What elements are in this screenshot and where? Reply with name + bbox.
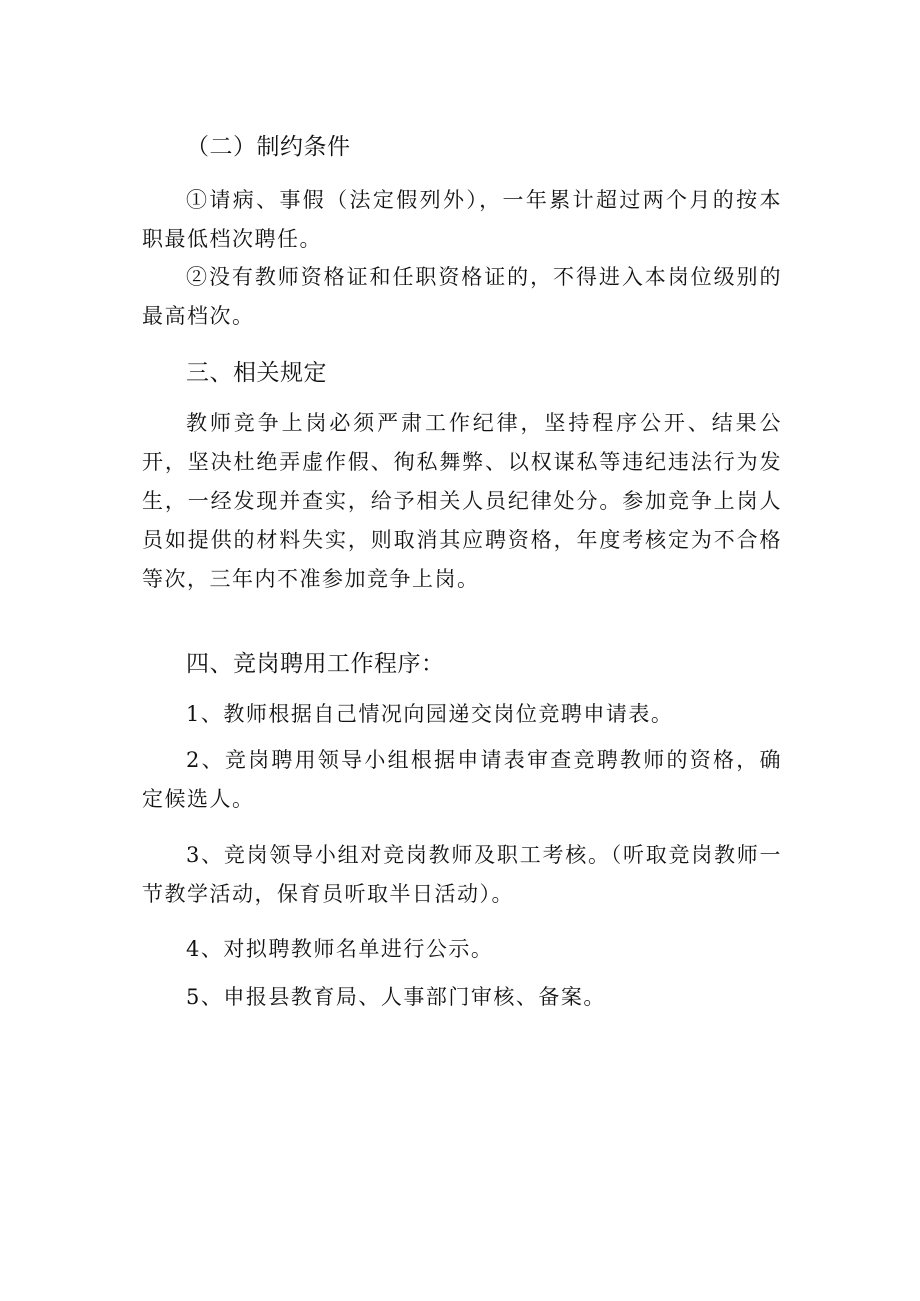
procedure-step-5: 5、申报县教育局、人事部门审核、备案。: [186, 985, 606, 1009]
section-heading-procedure: 四、竞岗聘用工作程序：: [186, 651, 445, 677]
procedure-step-3: 3、竞岗领导小组对竞岗教师及职工考核。（听取竞岗教师一节教学活动，保育员听取半日活动）。: [142, 843, 782, 906]
constraint-item-1: ①请病、事假（法定假列外），一年累计超过两个月的按本职最低档次聘任。: [142, 188, 782, 251]
procedure-step-4: 4、对拟聘教师名单进行公示。: [186, 937, 494, 961]
constraint-item-2: ②没有教师资格证和任职资格证的，不得进入本岗位级别的最高档次。: [142, 265, 782, 328]
section-heading-regulations: 三、相关规定: [186, 360, 327, 386]
procedure-step-2: 2、竞岗聘用领导小组根据申请表审查竞聘教师的资格，确定候选人。: [142, 748, 782, 811]
section-heading-constraints: （二）制约条件: [186, 134, 351, 160]
regulations-paragraph: 教师竞争上岗必须严肃工作纪律，坚持程序公开、结果公开，坚决杜绝弄虚作假、徇私舞弊、以权谋私等违纪违法行为发生，一经发现并查实，给予相关人员纪律处分。参加竞争上岗人员如提供的材料失实，则取消其应聘资格，年度考核定为不合格等次，三年内不准参加竞争上岗。: [142, 411, 782, 591]
procedure-step-1: 1、教师根据自己情况向园递交岗位竞聘申请表。: [186, 702, 674, 726]
